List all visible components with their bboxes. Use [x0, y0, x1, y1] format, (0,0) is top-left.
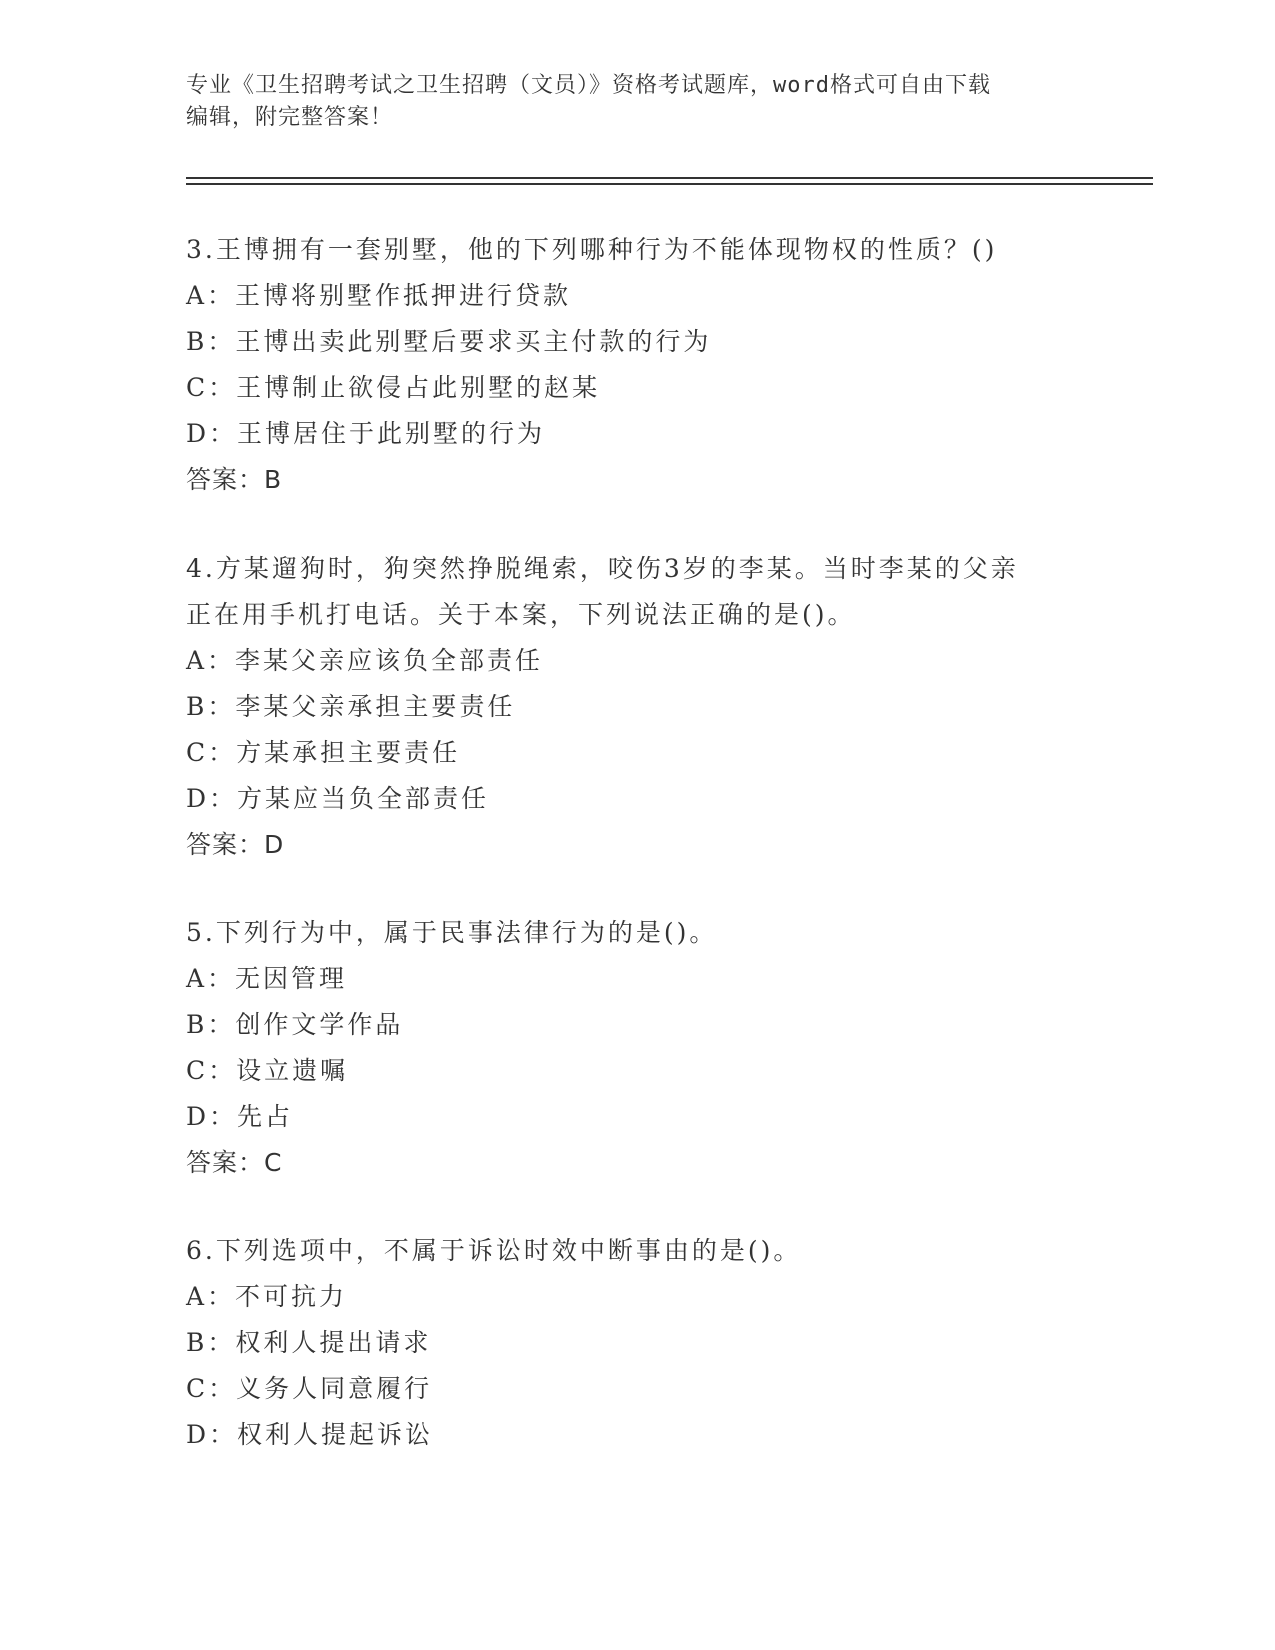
question-option: C：王博制止欲侵占此别墅的赵某 [186, 373, 601, 402]
question-block [186, 227, 1086, 503]
question-option: C：方某承担主要责任 [186, 738, 461, 767]
question-option: A：李某父亲应该负全部责任 [186, 646, 544, 675]
question-option: D：权利人提起诉讼 [186, 1420, 434, 1449]
question-answer: 答案：D [186, 830, 285, 859]
question-stem: 5.下列行为中，属于民事法律行为的是()。 [186, 918, 718, 947]
question-stem: 4.方某遛狗时，狗突然挣脱绳索，咬伤3岁的李某。当时李某的父亲 [186, 554, 1019, 583]
header-divider [186, 183, 1153, 185]
question-option: B：王博出卖此别墅后要求买主付款的行为 [186, 327, 712, 356]
question-option: D：方某应当负全部责任 [186, 784, 490, 813]
question-option: B：创作文学作品 [186, 1010, 404, 1039]
question-stem: 正在用手机打电话。关于本案，下列说法正确的是()。 [186, 600, 856, 629]
question-option: C：义务人同意履行 [186, 1374, 433, 1403]
question-stem: 3.王博拥有一套别墅，他的下列哪种行为不能体现物权的性质？() [186, 235, 998, 264]
header-line: 编辑，附完整答案！ [186, 105, 394, 130]
question-option: A：无因管理 [186, 964, 348, 993]
question-option: D：王博居住于此别墅的行为 [186, 419, 546, 448]
question-block [186, 546, 1086, 868]
question-answer: 答案：B [186, 465, 283, 494]
question-option: D：先占 [186, 1102, 294, 1131]
question-option: C：设立遗嘱 [186, 1056, 349, 1085]
question-block [186, 1228, 1086, 1458]
question-option: A：王博将别墅作抵押进行贷款 [186, 281, 572, 310]
question-block [186, 910, 1086, 1186]
question-option: A：不可抗力 [186, 1282, 348, 1311]
header-divider [186, 177, 1153, 179]
question-option: B：李某父亲承担主要责任 [186, 692, 516, 721]
header-line: 专业《卫生招聘考试之卫生招聘（文员）》资格考试题库，word格式可自由下载 [186, 73, 991, 98]
document-header [186, 70, 1086, 134]
question-stem: 6.下列选项中，不属于诉讼时效中断事由的是()。 [186, 1236, 802, 1265]
question-answer: 答案：C [186, 1148, 283, 1177]
question-option: B：权利人提出请求 [186, 1328, 432, 1357]
